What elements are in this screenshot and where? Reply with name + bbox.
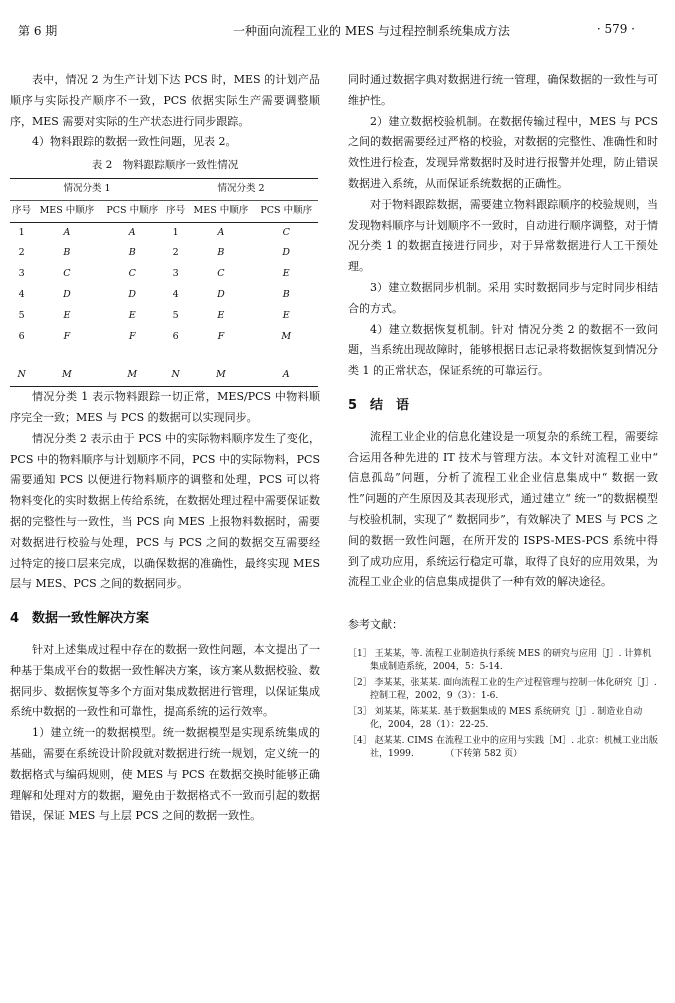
table-cell: 5 [18,309,25,321]
page-number: · 579 · [596,22,635,36]
paragraph: 表中，情况 2 为生产计划下达 PCS 时，MES 的计划产品顺序与实际投产顺序不一致，PCS 依据实际生产需要调整顺序，MES 需要对实际的生产状态进行同步跟踪。 [10,73,320,128]
table-cell: 3 [172,268,179,280]
table-cell: M [127,369,138,381]
table-cell: A [128,226,136,238]
table-cell: 5 [172,309,179,321]
table-cell: M [281,330,292,342]
reference-item: ［2］ 李某某，张某某. 面向流程工业的生产过程管理与控制一体化研究［J］. 控制工程，2002，9（3）：1-6. [348,677,657,701]
table-cell: C [63,268,71,280]
table-cell: 2 [18,247,25,259]
table-cell: 4 [172,288,179,300]
table-header-row [10,200,318,222]
paragraph: 3）建立数据同步机制。采用 实时数据同步与定时同步相结合的方式。 [348,280,658,315]
section-heading: 5 结 语 [348,397,410,413]
reference-item: ［1］ 王某某，等. 流程工业制造执行系统 MES 的研究与应用［J］. 计算机集成制造系统，2004，5：5-14. [348,648,652,672]
table-header-cell: MES 中顺序 [39,204,95,216]
table-cell: A [63,226,71,238]
table-cell: N [17,369,26,381]
table-row [10,327,318,348]
table-row [10,285,318,306]
table-group-header: 情况分类 1 [10,178,164,200]
left-column [10,70,320,827]
table-spacer-row [10,347,318,365]
table-cell: B [63,247,71,259]
paragraph: 情况分类 1 表示物料跟踪一切正常，MES/PCS 中物料顺序完全一致；MES 与 PCS 的数据可以实现同步。 [10,390,320,424]
table-cell: B [128,247,136,259]
table-header-cell: PCS 中顺序 [106,204,159,216]
reference-item: ［3］ 刘某某，陈某某. 基于数据集成的 MES 系统研究［J］. 制造业自动化，2004，28（1）：22-25. [348,706,643,730]
reference-item: ［4］ 赵某某. CIMS 在流程工业中的应用与实践［M］. 北京：机械工业出版社，1999. （下转第 582 页） [348,735,658,759]
table-cell: M [216,369,226,381]
table-cell: F [63,330,71,342]
paragraph: 同时通过数据字典对数据进行统一管理，确保数据的一致性与可维护性。 [348,73,658,107]
table-row [10,222,318,243]
table-header-cell: MES 中顺序 [193,204,249,216]
material-tracking-table [10,178,318,387]
table-cell: D [217,288,225,300]
table-cell: D [63,288,71,300]
table-cell: 3 [18,268,25,280]
table-cell: D [128,288,137,300]
paragraph: 4）建立数据恢复机制。针对 情况分类 2 的数据不一致问题，当系统出现故障时，能够根据日志记录将数据恢复到情况分类 1 的正常状态，保证系统的可靠运行。 [348,322,658,378]
paragraph: 对于物料跟踪数据，需要建立物料跟踪顺序的校验规则，当发现物料顺序与计划顺序不一致时，自动进行顺序调整，对于情况分类 1 的数据直接进行同步，对于异常数据进行人工干预处理。 [348,197,658,274]
table-header-cell: PCS 中顺序 [260,204,313,216]
paragraph: 针对上述集成过程中存在的数据一致性问题，本文提出了一种基于集成平台的数据一致性解决方案，该方案从数据校验、数据同步、数据恢复等多个方面对集成数据进行管理，以保证集成系统中数据的一致性和可靠性，提高系统的运行效率。 [10,642,320,719]
table-cell: 2 [172,247,179,259]
table-cell: E [63,309,71,321]
table-cell: M [62,369,72,381]
section-heading: 4 数据一致性解决方案 [10,611,150,627]
table-cell: 6 [18,330,25,342]
table-cell: E [128,309,136,321]
table-cell: B [217,247,225,259]
table-cell: E [217,309,225,321]
table-cell: 4 [18,288,25,300]
table-cell: C [282,226,290,238]
table-cell: F [128,330,136,342]
table-cell: 6 [172,330,179,342]
table-row [10,306,318,327]
table-row [10,243,318,264]
table-header-cell: 序号 [12,204,32,216]
table-cell: E [282,268,290,280]
table-cell: A [282,369,290,381]
table-cell: F [217,330,225,342]
table-cell: 1 [172,226,179,238]
table-group-header: 情况分类 2 [164,178,318,200]
table-cell: 1 [18,226,25,238]
paragraph: 4）物料跟踪的数据一致性问题，见表 2。 [32,135,237,149]
paragraph: 流程工业企业的信息化建设是一项复杂的系统工程，需要综合运用各种先进的 IT 技术与管理方法。本文针对流程工业中“ 信息孤岛”问题，分析了流程工业企业信息集成中“ 数据一致性”问题的产生原因及其表现形式，通过建立“ 统一”的数据模型与校验机制，实现了“ 数据同步”，有效解决了 MES 与 PCS 之间的数据一致性问题，在所开发的 ISPS-MES-PCS 系统中得到了成功应用，系统运行稳定可靠，取得了良好的应用效果，为流程工业企业的信息集成提供了一种有效的解决途径。 [348,429,658,589]
table-cell: E [282,309,290,321]
table-caption: 表 2 物料跟踪顺序一致性情况 [91,159,239,172]
table-row [10,365,318,386]
table-header-cell: 序号 [166,204,186,216]
right-column [348,70,658,764]
table-cell: C [128,268,136,280]
table-cell: C [217,268,225,280]
paragraph: 2）建立数据校验机制。在数据传输过程中，MES 与 PCS 之间的数据需要经过严格的校验，对数据的完整性、准确性和时效性进行检查，发现异常数据时及时进行报警并处理，防止错误数据进入系统，从而保证系统数据的正确性。 [348,114,658,190]
table-cell: N [171,369,180,381]
table-cell: D [282,247,291,259]
issue-number: 第 6 期 [18,24,58,38]
paragraph: 1）建立统一的数据模型。统一数据模型是实现系统集成的基础，需要在系统设计阶段就对数据进行统一规划，定义统一的数据格式与编码规则，使 MES 与 PCS 在数据交换时能够正确理解和处理对方的数据，避免由于数据格式不一致而引起的数据错误，保证 MES 与上层 PCS 之间的数据一致性。 [10,726,320,823]
table-cell: A [217,226,225,238]
table-row [10,264,318,285]
references-heading: 参考文献： [348,618,403,632]
running-title: 一种面向流程工业的 MES 与过程控制系统集成方法 [233,24,510,38]
paragraph: 情况分类 2 表示由于 PCS 中的实际物料顺序发生了变化，PCS 中的物料顺序与计划顺序不同，PCS 中的实际物料，PCS 需要通知 PCS 以便进行物料顺序的调整和处理，PCS 可以将物料变化的实时数据上传给系统，在数据处理过程中需要保证数据的完整性与一致性，当 PCS 向 MES 上报物料数据时，需要对数据进行校验与处理，PCS 与 PCS 之间的数据交互需要经过特定的接口层来完成，以确保数据的准确性，最终实现 MES 层与 MES、PCS 之间的数据同步。 [10,431,320,591]
running-header [18,22,635,42]
table-cell: B [282,288,290,300]
